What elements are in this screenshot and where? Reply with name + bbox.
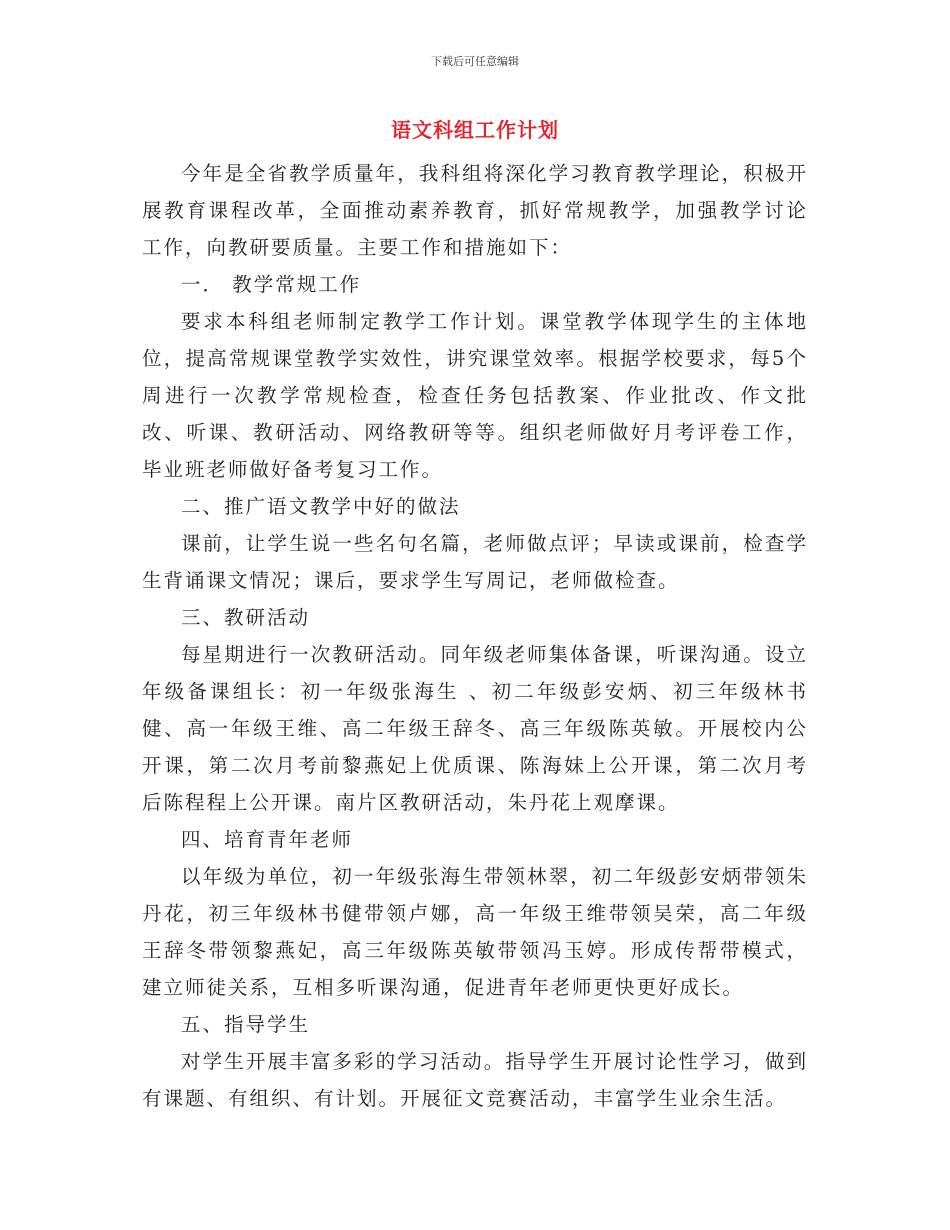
section-body-4: 以年级为单位，初一年级张海生带领林翠，初二年级彭安炳带领朱丹花，初三年级林书健带领卢娜，高一年级王维带领吴荣，高二年级王辞冬带领黎燕妃，高三年级陈英敏带领冯玉婷。形成传帮带模式，建立师徒关系，互相多听课沟通，促进青年老师更快更好成长。 bbox=[142, 865, 808, 999]
intro-paragraph: 今年是全省教学质量年，我科组将深化学习教育教学理论，积极开展教育课程改革，全面推动素养教育，抓好常规教学，加强教学讨论工作，向教研要质量。主要工作和措施如下： bbox=[142, 162, 808, 259]
section-heading-5: 五、指导学生 bbox=[181, 1013, 311, 1036]
section-heading-3: 三、教研活动 bbox=[181, 606, 311, 629]
section-heading-4: 四、培育青年老师 bbox=[181, 828, 354, 851]
section-body-5: 对学生开展丰富多彩的学习活动。指导学生开展讨论性学习，做到有课题、有组织、有计划。开展征文竞赛活动，丰富学生业余生活。 bbox=[142, 1050, 808, 1110]
section-body-2: 课前，让学生说一些名句名篇，老师做点评；早读或课前，检查学生背诵课文情况；课后，要求学生写周记，老师做检查。 bbox=[142, 532, 808, 592]
section-body-3: 每星期进行一次教研活动。同年级老师集体备课，听课沟通。设立年级备课组长：初一年级张海生 、初二年级彭安炳、初三年级林书健、高一年级王维、高二年级王辞冬、高三年级陈英敏。开展校内公开课，第二次月考前黎燕妃上优质课、陈海妹上公开课，第二次月考后陈程程上公开课。南片区教研活动，朱丹花上观摩课。 bbox=[142, 643, 808, 814]
section-heading-1: 一． 教学常规工作 bbox=[181, 273, 362, 296]
document-body bbox=[142, 155, 808, 1117]
section-heading-2: 二、推广语文教学中好的做法 bbox=[181, 495, 461, 518]
section-body-1: 要求本科组老师制定教学工作计划。课堂教学体现学生的主体地位，提高常规课堂教学实效性，讲究课堂效率。根据学校要求，每5个周进行一次教学常规检查，检查任务包括教案、作业批改、作文批改、听课、教研活动、网络教研等等。组织老师做好月考评卷工作，毕业班老师做好备考复习工作。 bbox=[142, 310, 808, 481]
page-header-note: 下载后可任意编辑 bbox=[431, 55, 519, 68]
document-title: 语文科组工作计划 bbox=[391, 118, 559, 142]
